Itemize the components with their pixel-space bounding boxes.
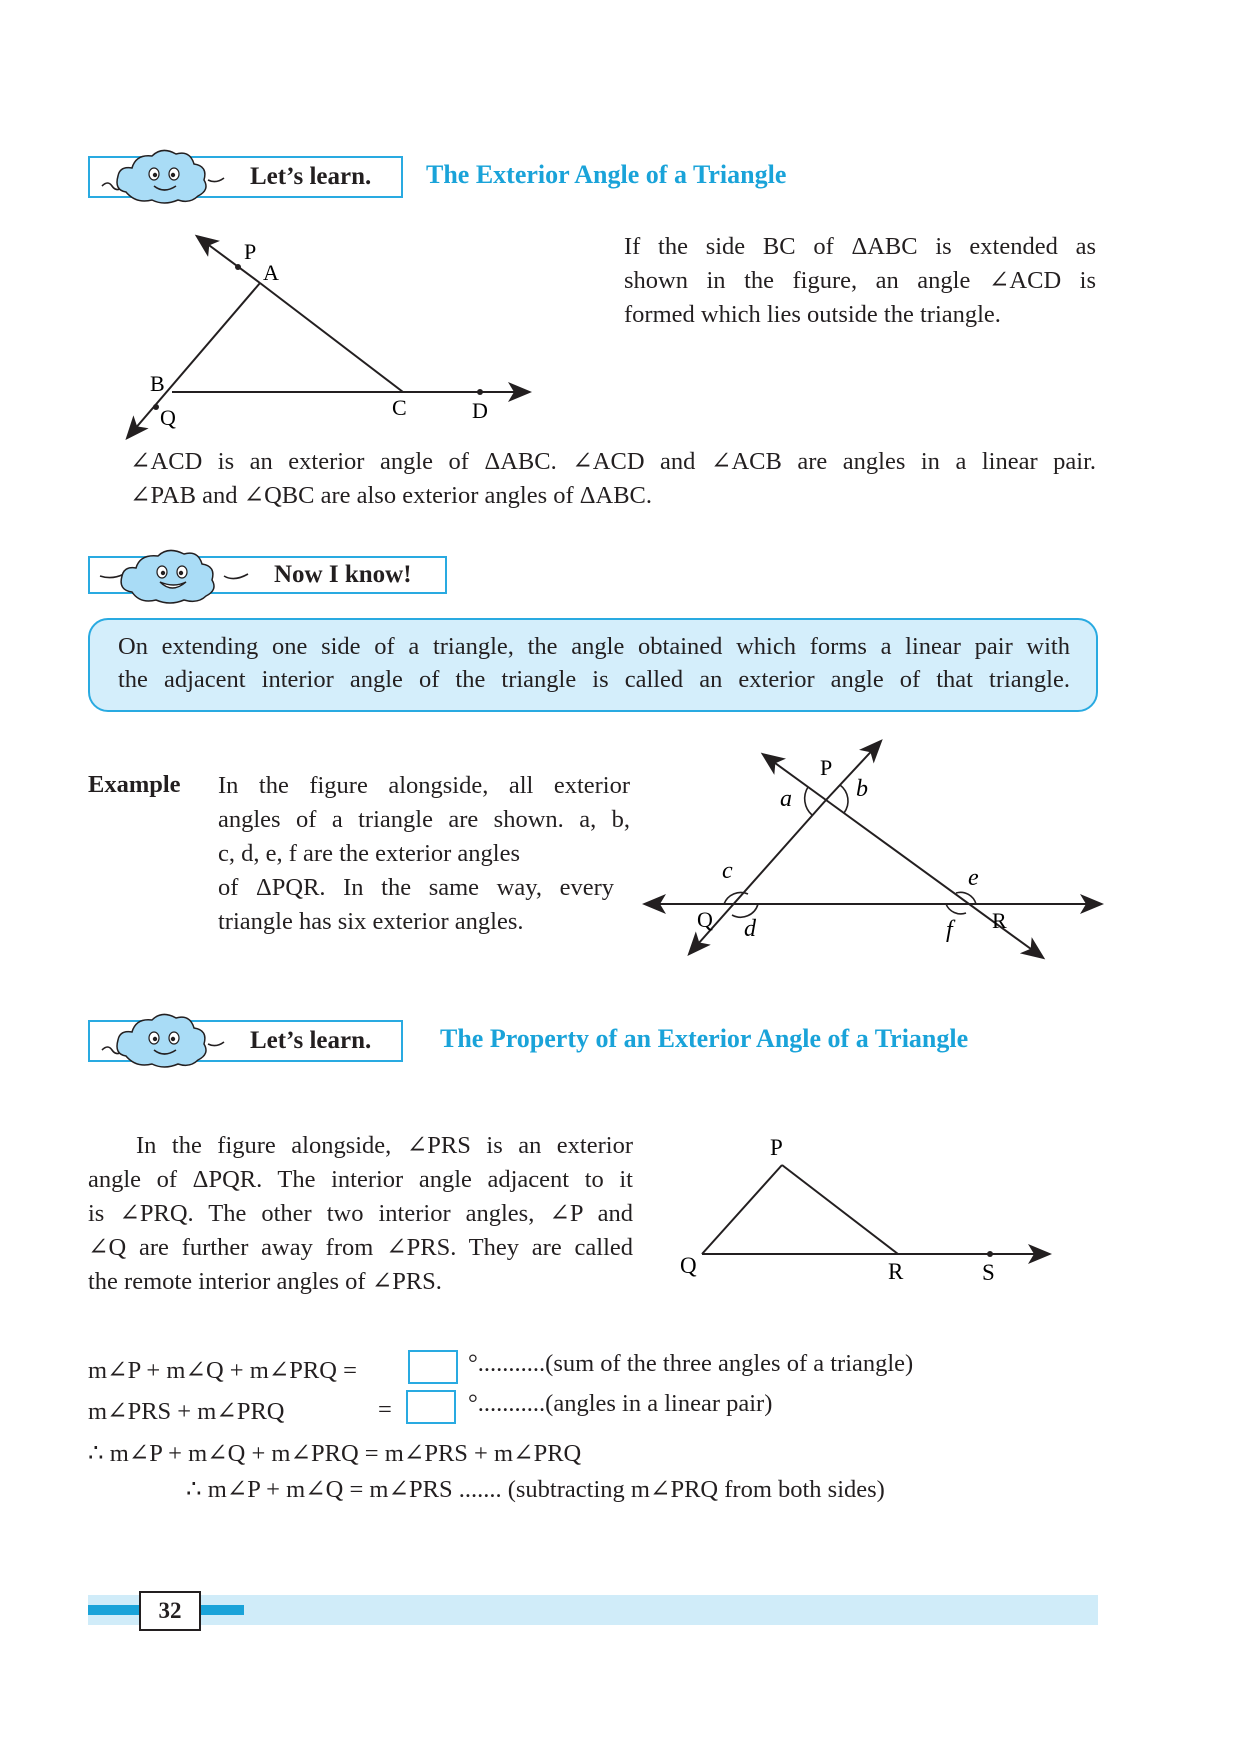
text-line: ∠PAB and ∠QBC are also exterior angles of ΔABC.	[130, 482, 653, 509]
exterior-angle-paragraph	[130, 445, 1096, 513]
figure-triangle-pqr-s	[670, 1125, 1060, 1295]
figure-triangle-pqr-exterior	[640, 735, 1110, 965]
intro-paragraph	[624, 230, 1096, 332]
text-line: On extending one side of a triangle, the angle obtained which forms a linear pair with	[118, 633, 1070, 660]
equation-2-rhs: °...........(angles in a linear pair)	[468, 1390, 773, 1417]
text-line: ∠ACD is an exterior angle of ΔABC. ∠ACD and ∠ACB are angles in a linear pair.	[130, 448, 1096, 475]
label-p: P	[820, 755, 833, 780]
arc-a	[805, 787, 812, 815]
badge-label: Now I know!	[274, 561, 412, 588]
section-title: The Exterior Angle of a Triangle	[426, 160, 787, 189]
definition-box	[88, 618, 1098, 712]
text-line: angles of a triangle are shown. a, b,	[218, 806, 630, 833]
line-pr-down	[826, 800, 1042, 957]
label-q: Q	[160, 405, 176, 430]
line-pq-up	[826, 742, 880, 800]
point-q	[153, 404, 159, 410]
property-paragraph	[88, 1129, 633, 1299]
label-e: e	[968, 865, 979, 891]
text-line: shown in the figure, an angle ∠ACD is	[624, 267, 1096, 294]
equation-4: ∴ m∠P + m∠Q = m∠PRS ....... (subtracting m∠PRQ from both sides)	[186, 1476, 885, 1503]
now-i-know-badge	[88, 556, 447, 594]
side-pq	[702, 1165, 782, 1254]
label-b: b	[856, 776, 868, 802]
label-c: c	[722, 858, 733, 884]
label-r: R	[888, 1259, 904, 1284]
cloud-mascot-icon	[96, 148, 236, 206]
badge-label: Let’s learn.	[250, 163, 372, 190]
equation-2-equals: =	[378, 1396, 392, 1423]
label-a: A	[263, 260, 279, 285]
label-d: D	[472, 398, 488, 423]
badge-label: Let’s learn.	[250, 1027, 372, 1054]
line-ab-extended	[128, 283, 260, 437]
label-b: B	[150, 371, 165, 396]
text-line: of ΔPQR. In the same way, every	[218, 874, 614, 901]
text-line: In the figure alongside, ∠PRS is an exterior	[136, 1132, 633, 1159]
text-line: triangle has six exterior angles.	[218, 908, 524, 935]
text-line: In the figure alongside, all exterior	[218, 772, 630, 799]
equation-1-rhs: °...........(sum of the three angles of a triangle)	[468, 1350, 914, 1377]
label-c: C	[392, 395, 407, 420]
point-p	[235, 264, 241, 270]
label-s: S	[982, 1260, 995, 1285]
text-line: angle of ΔPQR. The interior angle adjacent to it	[88, 1166, 633, 1193]
text-line: If the side BC of ΔABC is extended as	[624, 233, 1096, 260]
lets-learn-badge	[88, 1020, 403, 1062]
page-number-box	[139, 1591, 201, 1631]
side-ac	[260, 283, 403, 392]
text-line: formed which lies outside the triangle.	[624, 301, 1001, 328]
label-q: Q	[697, 907, 713, 932]
side-pr	[782, 1165, 898, 1254]
equation-3: ∴ m∠P + m∠Q + m∠PRQ = m∠PRS + m∠PRQ	[88, 1440, 582, 1467]
label-q: Q	[680, 1253, 697, 1278]
text-line: is ∠PRQ. The other two interior angles, ∠P and	[88, 1200, 633, 1227]
example-paragraph	[218, 769, 630, 939]
example-label: Example	[88, 771, 181, 798]
definition-text	[118, 630, 1070, 696]
point-s	[987, 1251, 993, 1257]
line-pr-up	[764, 755, 826, 800]
page-number: 32	[158, 1598, 182, 1623]
answer-box-2[interactable]	[406, 1390, 456, 1424]
footer-accent-left	[88, 1605, 140, 1615]
label-r: R	[992, 908, 1007, 933]
text-line: ∠Q are further away from ∠PRS. They are called	[88, 1234, 633, 1261]
label-p: P	[770, 1135, 783, 1160]
text-line: the remote interior angles of ∠PRS.	[88, 1268, 442, 1295]
label-p: P	[244, 239, 257, 264]
lets-learn-badge	[88, 156, 403, 198]
label-d: d	[744, 916, 756, 942]
equation-1-lhs: m∠P + m∠Q + m∠PRQ =	[88, 1357, 357, 1384]
cloud-mascot-icon	[96, 546, 256, 606]
figure-triangle-abc	[120, 225, 540, 450]
cloud-mascot-icon	[96, 1012, 236, 1070]
label-a: a	[780, 786, 792, 812]
answer-box-1[interactable]	[408, 1350, 458, 1384]
equation-2-lhs: m∠PRS + m∠PRQ	[88, 1398, 285, 1425]
text-line: the adjacent interior angle of the triangle is called an exterior angle of that triangle.	[118, 666, 1070, 693]
label-f: f	[946, 917, 953, 943]
point-d	[477, 389, 483, 395]
text-line: c, d, e, f are the exterior angles	[218, 840, 521, 867]
section-title: The Property of an Exterior Angle of a Triangle	[440, 1024, 969, 1053]
arc-f	[946, 904, 966, 914]
footer-accent-right	[200, 1605, 244, 1615]
arc-b	[840, 785, 848, 813]
